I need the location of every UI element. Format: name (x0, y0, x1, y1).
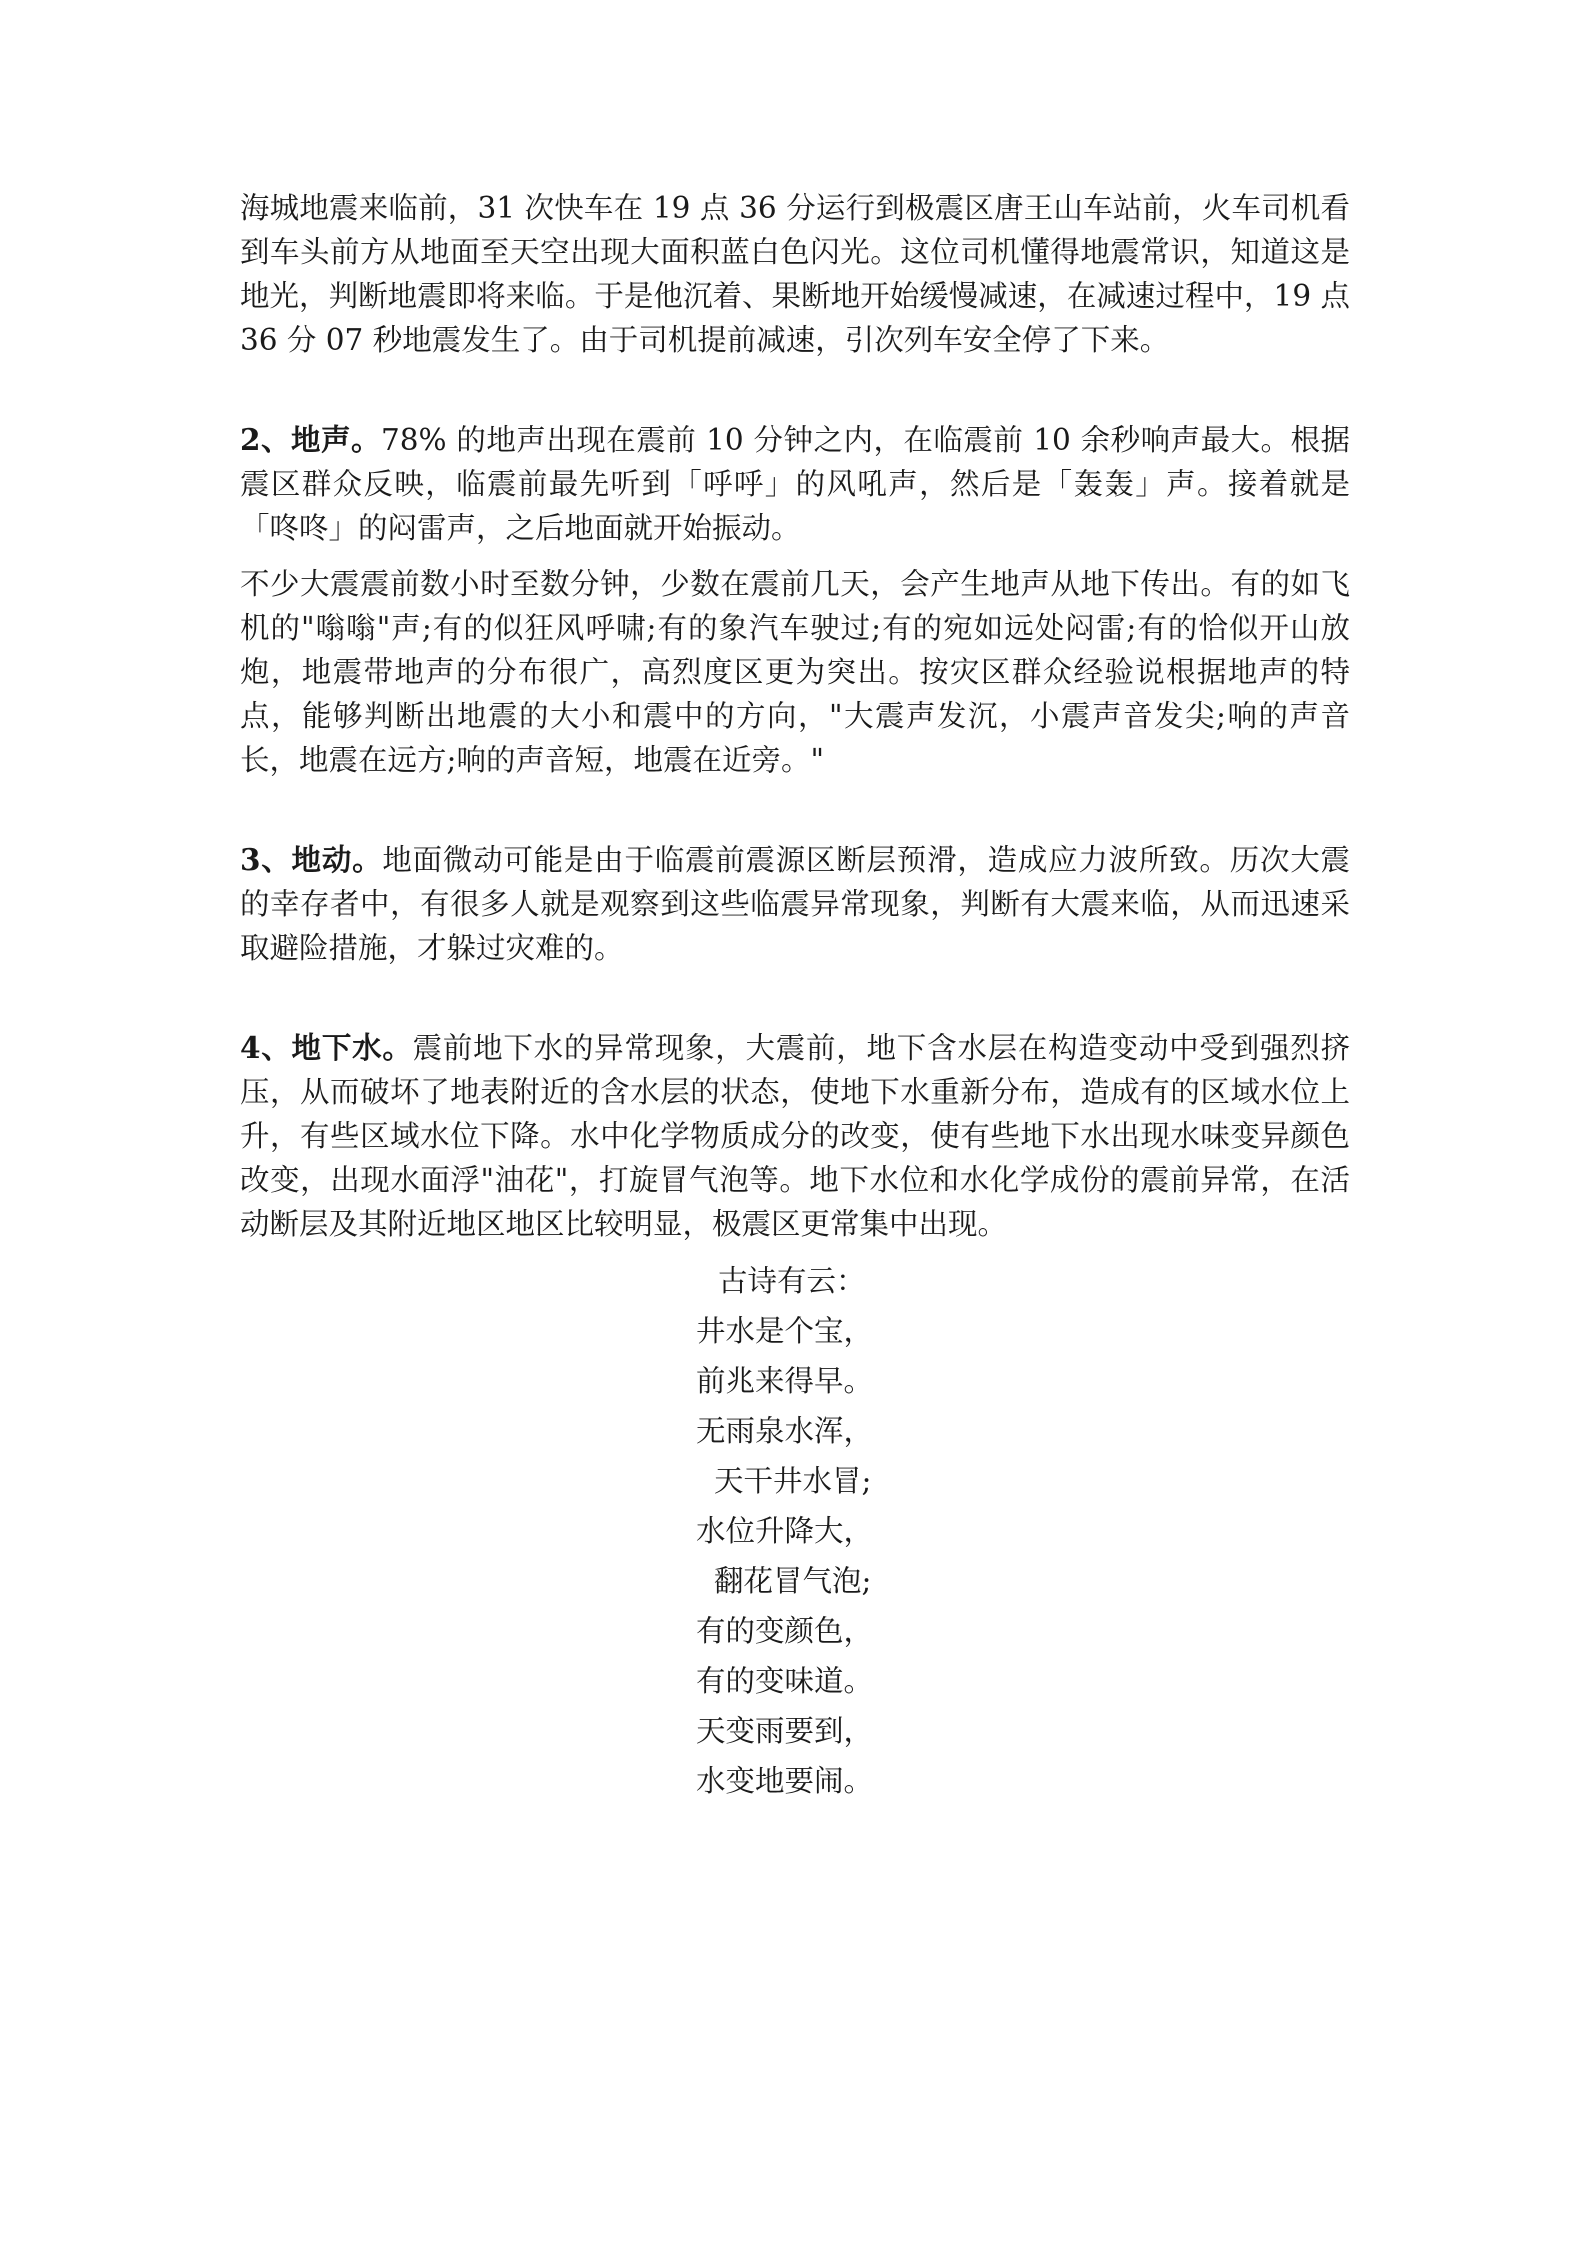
paragraph-intro: 海城地震来临前，31 次快车在 19 点 36 分运行到极震区唐王山车站前，火车司机看到车头前方从地面至天空出现大面积蓝白色闪光。这位司机懂得地震常识，知道这是地光，判断地震即将来临。于是他沉着、果断地开始缓慢减速，在减速过程中，19 点 36 分 07 秒地震发生了。由于司机提前减速，引次列车安全停了下来。 (240, 191, 1350, 357)
heading-ground-motion: 3、地动。 (240, 842, 383, 877)
poem-line: 有的变颜色， (696, 1614, 874, 1648)
poem-line: 水位升降大， (696, 1514, 874, 1548)
paragraph-earth-sound (240, 418, 1350, 550)
poem-line: 井水是个宝， (696, 1314, 874, 1348)
paragraph-earth-sound-detail: 不少大震震前数小时至数分钟，少数在震前几天，会产生地声从地下传出。有的如飞机的"嗡嗡"声;有的似狂风呼啸;有的象汽车驶过;有的宛如远处闷雷;有的恰似开山放炮，地震带地声的分布很广，高烈度区更为突出。按灾区群众经验说根据地声的特点，能够判断出地震的大小和震中的方向，"大震声发沉，小震声音发尖;响的声音长，地震在远方;响的声音短，地震在近旁。" (240, 567, 1350, 777)
heading-earth-sound: 2、地声。 (240, 422, 381, 457)
poem-line: 水变地要闹。 (696, 1764, 874, 1798)
poem-title: 古诗有云： (718, 1264, 866, 1298)
paragraph-groundwater (240, 1026, 1350, 1246)
poem-line: 无雨泉水浑， (696, 1414, 874, 1448)
poem-line: 天变雨要到， (696, 1714, 874, 1748)
poem-line: 翻花冒气泡; (714, 1564, 872, 1598)
poem-line: 天干井水冒; (714, 1464, 872, 1498)
heading-groundwater: 4、地下水。 (240, 1030, 413, 1065)
document-page (240, 186, 1350, 1806)
poem-line: 有的变味道。 (696, 1664, 874, 1698)
ground-motion-text: 地面微动可能是由于临震前震源区断层预滑，造成应力波所致。历次大震的幸存者中，有很多人就是观察到这些临震异常现象，判断有大震来临，从而迅速采取避险措施，才躲过灾难的。 (240, 843, 1350, 965)
paragraph-ground-motion (240, 838, 1350, 970)
ancient-poem (240, 1256, 1350, 1806)
groundwater-text: 震前地下水的异常现象，大震前，地下含水层在构造变动中受到强烈挤压，从而破坏了地表附近的含水层的状态，使地下水重新分布，造成有的区域水位上升，有些区域水位下降。水中化学物质成分的改变，使有些地下水出现水味变异颜色改变，出现水面浮"油花"，打旋冒气泡等。地下水位和水化学成份的震前异常，在活动断层及其附近地区地区比较明显，极震区更常集中出现。 (240, 1031, 1350, 1241)
earth-sound-text: 78% 的地声出现在震前 10 分钟之内，在临震前 10 余秒响声最大。根据震区群众反映，临震前最先听到「呼呼」的风吼声，然后是「轰轰」声。接着就是「咚咚」的闷雷声，之后地面就开始振动。 (240, 423, 1351, 545)
poem-line: 前兆来得早。 (696, 1364, 874, 1398)
